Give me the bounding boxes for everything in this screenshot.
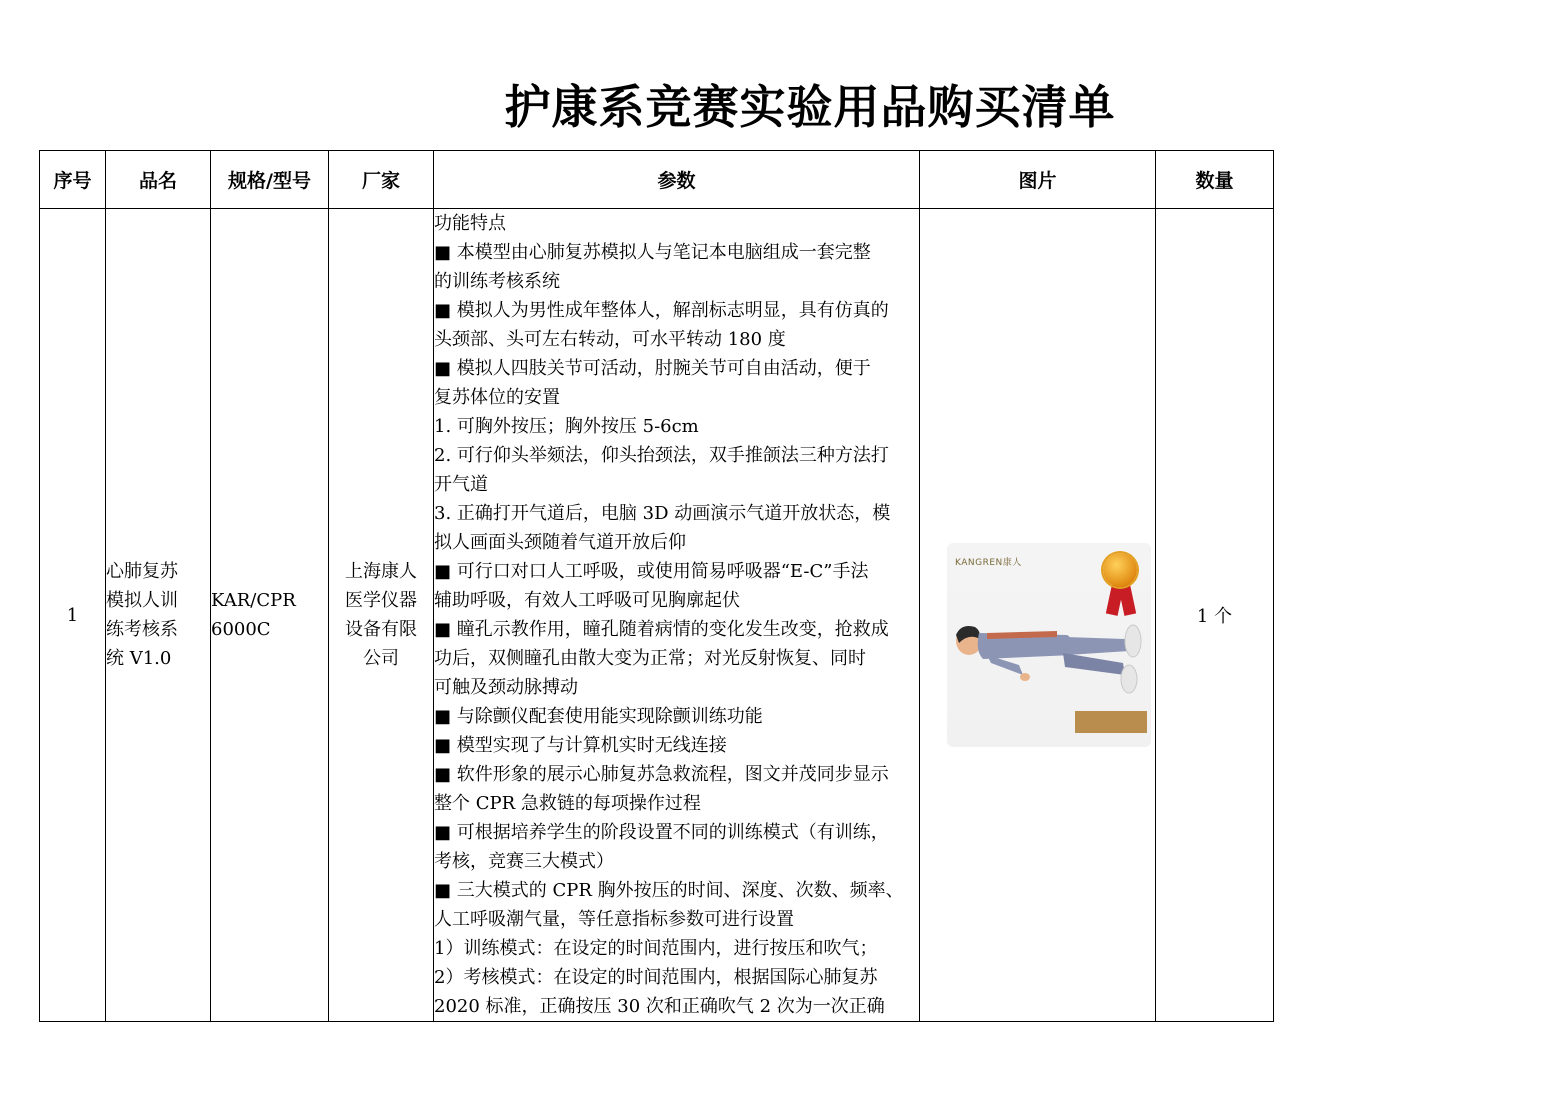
- header-qty: 数量: [1156, 151, 1274, 209]
- param-line: ■ 模型实现了与计算机实时无线连接: [434, 735, 727, 756]
- param-line: 功能特点: [434, 213, 506, 234]
- param-line: 整个 CPR 急救链的每项操作过程: [434, 793, 701, 814]
- param-line: 头颈部、头可左右转动，可水平转动 180 度: [434, 329, 786, 350]
- header-pic: 图片: [920, 151, 1156, 209]
- header-name: 品名: [106, 151, 211, 209]
- param-line: 2020 标准，正确按压 30 次和正确吹气 2 次为一次正确: [434, 996, 885, 1017]
- param-line: 的训练考核系统: [434, 271, 560, 292]
- cell-name: [106, 209, 211, 1022]
- param-line: ■ 软件形象的展示心肺复苏急救流程，图文并茂同步显示: [434, 764, 889, 785]
- param-line: ■ 三大模式的 CPR 胸外按压的时间、深度、次数、频率、: [434, 880, 904, 901]
- table-row: [40, 209, 1274, 1022]
- param-line: 功后，双侧瞳孔由散大变为正常；对光反射恢复、同时: [434, 648, 866, 669]
- brand-logo: KANGREN康人: [955, 558, 1022, 568]
- param-line: 2）考核模式：在设定的时间范围内，根据国际心肺复苏: [434, 967, 878, 988]
- param-line: ■ 与除颤仪配套使用能实现除颤训练功能: [434, 706, 763, 727]
- header-spec: 规格/型号: [211, 151, 329, 209]
- product-spec: KAR/CPR6000C: [211, 590, 296, 640]
- param-line: ■ 可行口对口人工呼吸，或使用简易呼吸器“E-C”手法: [434, 561, 869, 582]
- param-line: 开气道: [434, 474, 488, 495]
- param-line: 2. 可行仰头举颏法，仰头抬颈法，双手推颌法三种方法打: [434, 445, 889, 466]
- param-line: 考核，竞赛三大模式）: [434, 851, 614, 872]
- cell-maker: [329, 209, 434, 1022]
- cell-qty: 1 个: [1156, 209, 1274, 1022]
- product-image: [947, 543, 1151, 747]
- param-line: 1. 可胸外按压；胸外按压 5-6cm: [434, 416, 699, 437]
- param-line: 辅助呼吸，有效人工呼吸可见胸廓起伏: [434, 590, 740, 611]
- cell-param: [434, 209, 920, 1022]
- header-maker: 厂家: [329, 151, 434, 209]
- param-line: ■ 模拟人为男性成年整体人，解剖标志明显，具有仿真的: [434, 300, 889, 321]
- product-name: 心肺复苏模拟人训练考核系统 V1.0: [106, 561, 178, 669]
- cell-spec: [211, 209, 329, 1022]
- param-line: 可触及颈动脉搏动: [434, 677, 578, 698]
- param-line: ■ 模拟人四肢关节可活动，肘腕关节可自由活动，便于: [434, 358, 871, 379]
- param-line: 人工呼吸潮气量，等任意指标参数可进行设置: [434, 909, 794, 930]
- param-line: ■ 瞳孔示教作用，瞳孔随着病情的变化发生改变，抢救成: [434, 619, 889, 640]
- product-caption-strip: [1075, 711, 1147, 733]
- table-header-row: [40, 151, 1274, 209]
- param-line: ■ 本模型由心肺复苏模拟人与笔记本电脑组成一套完整: [434, 242, 871, 263]
- header-seq: 序号: [40, 151, 106, 209]
- cell-pic: [920, 209, 1156, 1022]
- param-line: 1）训练模式：在设定的时间范围内，进行按压和吹气；: [434, 938, 878, 959]
- manufacturer: 上海康人医学仪器设备有限公司: [345, 561, 417, 669]
- header-param: 参数: [434, 151, 920, 209]
- page-title: 护康系竞赛实验用品购买清单: [504, 80, 1116, 134]
- cell-seq: 1: [40, 209, 106, 1022]
- param-line: ■ 可根据培养学生的阶段设置不同的训练模式（有训练，: [434, 822, 889, 843]
- purchase-list-table: [39, 150, 1274, 1022]
- param-line: 复苏体位的安置: [434, 387, 560, 408]
- param-list: [434, 209, 919, 1021]
- param-line: 3. 正确打开气道后，电脑 3D 动画演示气道开放状态，模: [434, 503, 891, 524]
- param-line: 拟人画面头颈随着气道开放后仰: [434, 532, 686, 553]
